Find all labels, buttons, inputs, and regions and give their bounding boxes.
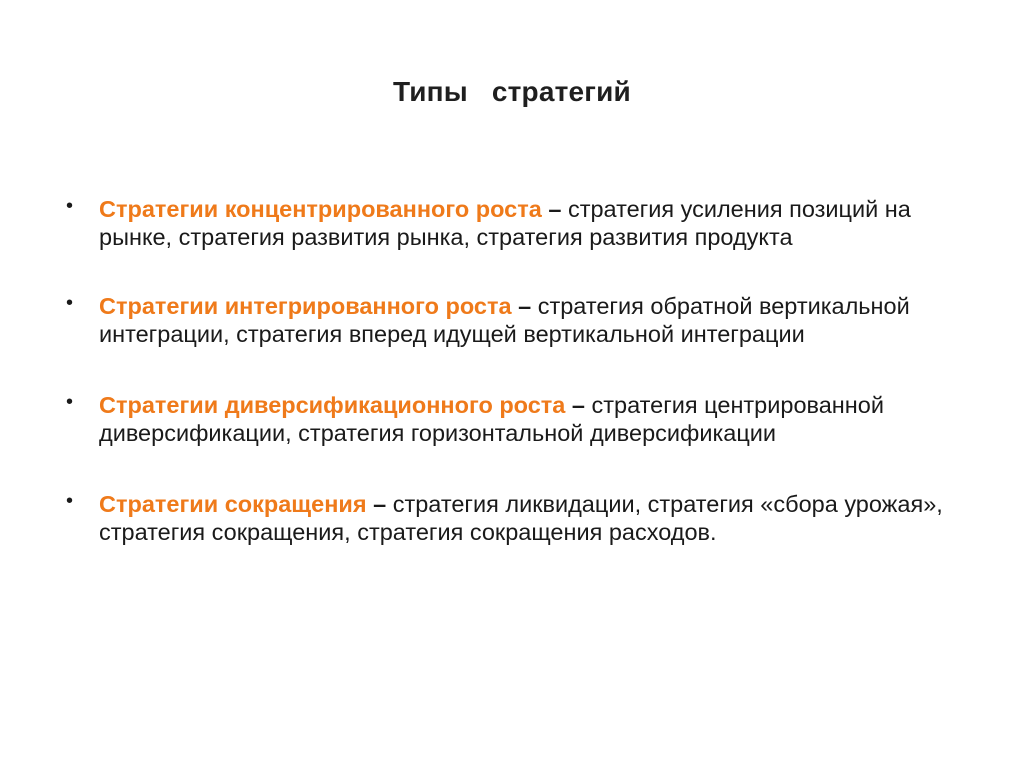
list-item: [66, 195, 966, 251]
term-dash: –: [373, 491, 393, 517]
slide-title: Типы стратегий: [393, 76, 631, 107]
bullet-list: [66, 195, 966, 587]
list-item: [66, 292, 966, 348]
term-dash: –: [518, 293, 538, 319]
bullet-icon: •: [66, 195, 74, 217]
bullet-icon: •: [66, 490, 74, 512]
strategy-description: стратегия ликвидации, стратегия «сбора урожая», стратегия сокращения, стратегия сокращения расходов.: [99, 491, 943, 545]
list-item: [66, 391, 966, 447]
term-dash: –: [548, 196, 568, 222]
strategy-description: стратегия центрированной диверсификации, стратегия горизонтальной диверсификации: [99, 392, 884, 446]
strategy-term: Стратегии сокращения: [99, 491, 367, 517]
strategy-description: стратегия усиления позиций на рынке, стратегия развития рынка, стратегия развития продукта: [99, 196, 911, 250]
strategy-term: Стратегии диверсификационного роста: [99, 392, 566, 418]
strategy-term: Стратегии интегрированного роста: [99, 293, 512, 319]
strategy-term: Стратегии концентрированного роста: [99, 196, 542, 222]
term-dash: –: [571, 392, 592, 418]
list-item: [66, 490, 966, 546]
bullet-icon: •: [66, 391, 74, 413]
bullet-icon: •: [66, 292, 74, 314]
strategy-description: стратегия обратной вертикальной интеграции, стратегия вперед идущей вертикальной интеграции: [99, 293, 910, 347]
